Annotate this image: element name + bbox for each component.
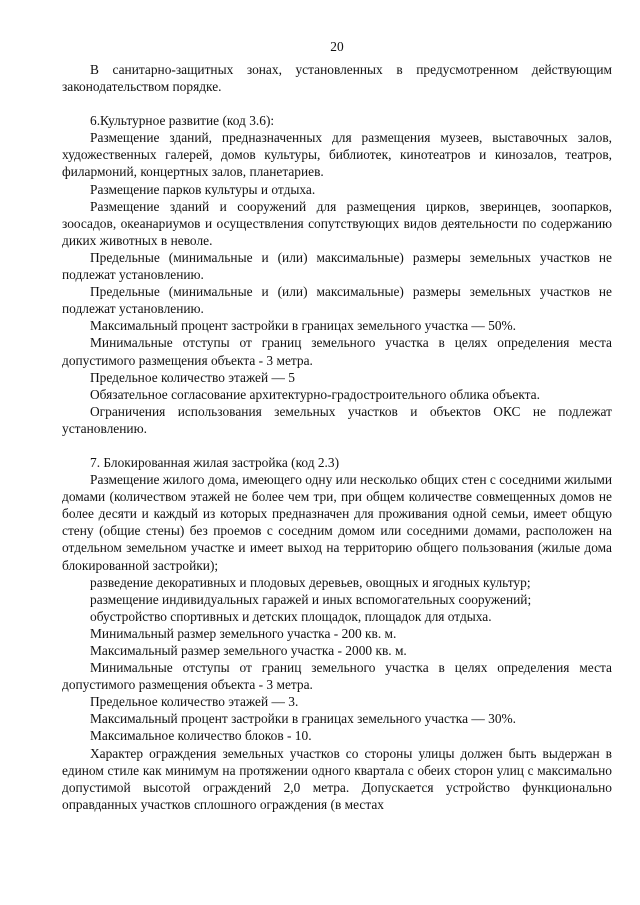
paragraph: разведение декоративных и плодовых деревьев, овощных и ягодных культур; (90, 574, 531, 590)
paragraph: Обязательное согласование архитектурно-градостроительного облика объекта. (90, 386, 540, 402)
paragraph: Минимальные отступы от границ земельного участка в целях определения места допустимого размещения объекта - 3 метра. (62, 335, 612, 368)
paragraph: Минимальный размер земельного участка - 200 кв. м. (90, 625, 397, 641)
paragraph: Размещение зданий и сооружений для размещения цирков, зверинцев, зоопарков, зоосадов, океанариумов и осуществления сопутствующих видов деятельности по содержанию диких животных в неволе. (62, 198, 612, 248)
paragraph: Максимальный процент застройки в границах земельного участка — 30%. (90, 711, 517, 727)
paragraph: Размещение зданий, предназначенных для размещения музеев, выставочных залов, художественных галерей, домов культуры, библиотек, кинотеатров и кинозалов, театров, филармоний, концертных залов, планетариев. (62, 130, 612, 180)
paragraph: Предельное количество этажей — 5 (90, 369, 295, 385)
paragraph: Размещение парков культуры и отдыха. (90, 181, 316, 197)
paragraph: В санитарно-защитных зонах, установленных в предусмотренном действующим законодательством порядке. (62, 62, 612, 95)
paragraph: Минимальные отступы от границ земельного участка в целях определения места допустимого размещения объекта - 3 метра. (62, 660, 612, 693)
paragraph: обустройство спортивных и детских площадок, площадок для отдыха. (90, 608, 492, 624)
paragraph: Предельное количество этажей — 3. (90, 694, 299, 710)
section-title: 6.Культурное развитие (код 3.6): (90, 113, 275, 129)
paragraph: размещение индивидуальных гаражей и иных вспомогательных сооружений; (90, 591, 532, 607)
paragraph: Максимальное количество блоков - 10. (90, 728, 312, 744)
paragraph: Предельные (минимальные и (или) максимальные) размеры земельных участков не подлежат установлению. (62, 284, 612, 317)
page-number: 20 (330, 39, 344, 54)
paragraph: Размещение жилого дома, имеющего одну или несколько общих стен с соседними жилыми домами (количеством этажей не более чем три, при общем количестве совмещенных домов не более десяти и каждый из которых предназначен для проживания одной семьи, имеет общую стену (общие стены) без проемов с соседним домом или соседними домами, расположен на отдельном земельном участке и имеет выход на территорию общего пользования (жилые дома блокированной застройки); (62, 472, 612, 573)
document-body (62, 61, 612, 813)
paragraph: Характер ограждения земельных участков со стороны улицы должен быть выдержан в едином стиле как минимум на протяжении одного квартала с обеих сторон улиц с максимально допустимой высотой ограждений 2,0 метра. Допускается устройство функционально оправданных участков сплошного ограждения (в местах (62, 745, 612, 812)
paragraph: Максимальный размер земельного участка - 2000 кв. м. (90, 643, 407, 658)
paragraph: Максимальный процент застройки в границах земельного участка — 50%. (90, 318, 517, 334)
paragraph: Ограничения использования земельных участков и объектов ОКС не подлежат установлению. (62, 403, 612, 436)
paragraph: Предельные (минимальные и (или) максимальные) размеры земельных участков не подлежат установлению. (62, 249, 612, 283)
section-title: 7. Блокированная жилая застройка (код 2.3) (90, 454, 340, 470)
